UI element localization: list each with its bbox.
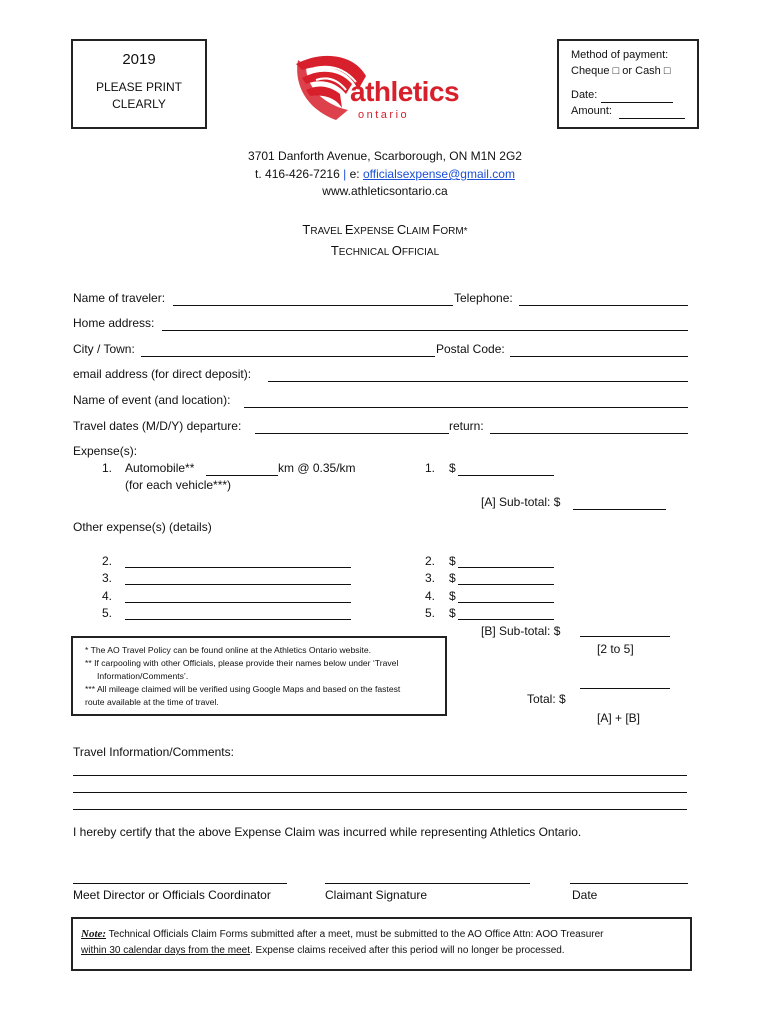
return-label: return: xyxy=(449,419,484,433)
subtotal-b-range: [2 to 5] xyxy=(597,642,634,656)
payment-date-field[interactable] xyxy=(601,102,673,103)
office-address: 3701 Danforth Avenue, Scarborough, ON M1N 2G2 xyxy=(248,149,522,163)
director-label: Meet Director or Officials Coordinator xyxy=(73,888,271,902)
phone-number: t. 416-426-7216 xyxy=(255,167,340,181)
email-label: email address (for direct deposit): xyxy=(73,367,252,381)
auto-amount-number: 1. xyxy=(425,461,436,475)
auto-number: 1. xyxy=(102,461,113,475)
submission-note-box xyxy=(71,917,692,971)
note-label: Note: xyxy=(81,928,107,940)
city-label: City / Town: xyxy=(73,342,135,356)
auto-amount-field[interactable] xyxy=(458,475,554,476)
subtotal-b-label: [B] Sub-total: $ xyxy=(481,624,561,638)
other-amount-5-dollar: $ xyxy=(449,606,456,620)
other-amount-2-field[interactable] xyxy=(458,567,554,568)
other-amount-5-field[interactable] xyxy=(458,619,554,620)
submission-note-line-1 xyxy=(81,928,603,940)
departure-label: Travel dates (M/D/Y) departure: xyxy=(73,419,242,433)
other-amount-2-number: 2. xyxy=(425,554,436,568)
payment-amount-label: Amount: xyxy=(571,105,612,117)
logo-word: athletics xyxy=(350,76,460,107)
form-year: 2019 xyxy=(122,51,156,68)
other-expenses-heading: Other expense(s) (details) xyxy=(73,520,212,534)
comments-label: Travel Information/Comments: xyxy=(73,745,234,759)
other-row-5-detail[interactable] xyxy=(125,619,351,620)
comments-line-2[interactable] xyxy=(73,792,687,793)
event-field[interactable] xyxy=(244,407,688,408)
other-row-2-number: 2. xyxy=(102,554,113,568)
total-field[interactable] xyxy=(580,688,670,689)
other-amount-5-number: 5. xyxy=(425,606,436,620)
auto-dollar: $ xyxy=(449,461,456,475)
other-amount-4-dollar: $ xyxy=(449,589,456,603)
logo-sub: ontario xyxy=(358,109,410,121)
note-carpool-2: Information/Comments’. xyxy=(97,671,189,681)
home-address-label: Home address: xyxy=(73,316,155,330)
note-carpool-1: ** If carpooling with other Officials, please provide their names below under ‘Travel xyxy=(85,658,399,668)
other-row-4-number: 4. xyxy=(102,589,113,603)
postal-code-field[interactable] xyxy=(510,356,688,357)
total-formula: [A] + [B] xyxy=(597,711,641,725)
email-field[interactable] xyxy=(268,381,688,382)
automobile-rate: km @ 0.35/km xyxy=(278,461,356,475)
payment-method-label: Method of payment: xyxy=(571,49,669,61)
subtotal-a-field[interactable] xyxy=(573,509,666,510)
other-amount-3-dollar: $ xyxy=(449,571,456,585)
other-row-2-detail[interactable] xyxy=(125,567,351,568)
note-text-2: . Expense claims received after this period will no longer be processed. xyxy=(249,945,565,956)
note-mileage-2: route available at the time of travel. xyxy=(85,697,219,707)
date-signature-field[interactable] xyxy=(570,883,688,884)
website: www.athleticsontario.ca xyxy=(322,184,448,198)
expenses-heading: Expense(s): xyxy=(73,444,138,458)
postal-code-label: Postal Code: xyxy=(436,342,505,356)
email-link[interactable]: officialsexpense@gmail.com xyxy=(362,167,515,181)
claimant-label: Claimant Signature xyxy=(325,888,428,902)
payment-date-label: Date: xyxy=(571,89,598,101)
notes-box xyxy=(71,636,447,716)
payment-amount-field[interactable] xyxy=(619,118,685,119)
director-signature-field[interactable] xyxy=(73,883,287,884)
form-subtitle: TECHNICAL OFFICIAL xyxy=(330,243,440,258)
other-row-5-number: 5. xyxy=(102,606,113,620)
comments-line-1[interactable] xyxy=(73,775,687,776)
other-row-4-detail[interactable] xyxy=(125,602,351,603)
date-label: Date xyxy=(572,888,598,902)
submission-note-line-2 xyxy=(81,945,565,956)
other-row-3-detail[interactable] xyxy=(125,584,351,585)
other-amount-4-field[interactable] xyxy=(458,602,554,603)
other-amount-2-dollar: $ xyxy=(449,554,456,568)
return-field[interactable] xyxy=(490,433,688,434)
email-prefix: e: xyxy=(349,167,360,181)
total-label: Total: $ xyxy=(527,692,566,706)
other-amount-3-field[interactable] xyxy=(458,584,554,585)
event-label: Name of event (and location): xyxy=(73,393,231,407)
form-title: TRAVEL EXPENSE CLAIM FORM* xyxy=(302,222,468,237)
subtotal-a-label: [A] Sub-total: $ xyxy=(481,495,561,509)
name-field[interactable] xyxy=(173,305,453,306)
automobile-note: (for each vehicle***) xyxy=(125,478,232,492)
athletics-ontario-logo xyxy=(292,46,462,126)
print-instruction-1: PLEASE PRINT xyxy=(95,80,183,94)
home-address-field[interactable] xyxy=(162,330,688,331)
telephone-field[interactable] xyxy=(519,305,688,306)
other-row-3-number: 3. xyxy=(102,571,113,585)
certification-statement: I hereby certify that the above Expense Claim was incurred while representing Athletics Ontario. xyxy=(73,825,582,839)
note-text-1: Technical Officials Claim Forms submitted after a meet, must be submitted to the AO Office Attn: AOO Treasurer xyxy=(106,929,604,940)
comments-line-3[interactable] xyxy=(73,809,687,810)
telephone-label: Telephone: xyxy=(454,291,513,305)
payment-options: Cheque □ or Cash □ xyxy=(571,65,671,77)
automobile-km-field[interactable] xyxy=(206,475,278,476)
automobile-label: Automobile** xyxy=(125,461,195,475)
print-instruction-2: CLEARLY xyxy=(112,97,166,111)
print-box xyxy=(71,39,207,129)
payment-box xyxy=(557,39,699,129)
deadline-text: within 30 calendar days from the meet xyxy=(81,945,250,956)
name-label: Name of traveler: xyxy=(73,291,166,305)
departure-field[interactable] xyxy=(255,433,449,434)
other-amount-3-number: 3. xyxy=(425,571,436,585)
claimant-signature-field[interactable] xyxy=(325,883,530,884)
city-field[interactable] xyxy=(141,356,435,357)
note-mileage-1: *** All mileage claimed will be verified using Google Maps and based on the fastest xyxy=(85,684,401,694)
contact-separator: | xyxy=(343,167,347,181)
other-amount-4-number: 4. xyxy=(425,589,436,603)
note-policy: * The AO Travel Policy can be found online at the Athletics Ontario website. xyxy=(85,645,371,655)
contact-line xyxy=(0,167,770,181)
subtotal-b-field[interactable] xyxy=(580,636,670,637)
